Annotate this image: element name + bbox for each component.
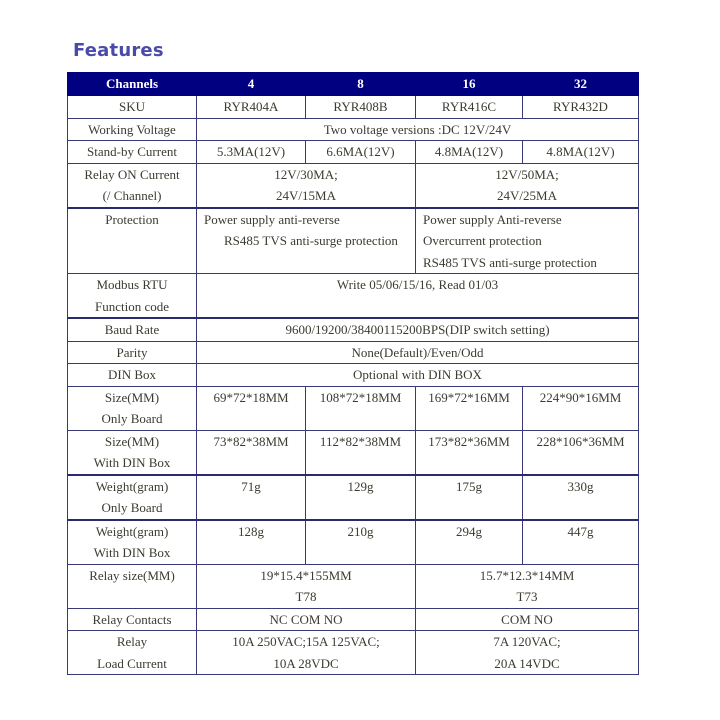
- cell: [416, 163, 639, 208]
- cell: [197, 163, 416, 208]
- cell: RYR404A: [197, 96, 306, 119]
- row-relay-on-current: [68, 163, 639, 208]
- label-line: Weight(gram): [95, 523, 169, 539]
- row-label: Relay size(MM): [68, 564, 197, 608]
- row-label: [68, 520, 197, 565]
- label-line: Load Current: [97, 655, 167, 671]
- value-line: 10A 250VAC;15A 125VAC;: [232, 634, 380, 649]
- value-line: RS485 TVS anti-surge protection: [423, 254, 597, 270]
- header-32: 32: [523, 73, 639, 96]
- value-line: 24V/25MA: [497, 188, 557, 203]
- label-line: Relay: [116, 634, 148, 649]
- cell: 173*82*36MM: [416, 430, 523, 475]
- cell: 129g: [306, 475, 416, 520]
- value-line: 24V/15MA: [276, 188, 336, 203]
- cell: RYR416C: [416, 96, 523, 119]
- cell: 447g: [523, 520, 639, 565]
- row-relay-contacts: [68, 608, 639, 631]
- row-label: Parity: [68, 341, 197, 364]
- value-line: 20A 14VDC: [494, 655, 560, 671]
- value-line: 15.7*12.3*14MM: [479, 567, 575, 583]
- cell: None(Default)/Even/Odd: [197, 341, 639, 364]
- value-line: T73: [516, 589, 538, 604]
- cell: 69*72*18MM: [197, 386, 306, 430]
- label-line: (/ Channel): [102, 188, 162, 203]
- row-size-din: [68, 430, 639, 475]
- value-line: 12V/50MA;: [495, 166, 559, 182]
- value-line: Overcurrent protection: [423, 233, 542, 248]
- row-label: Working Voltage: [68, 118, 197, 141]
- cell: [197, 564, 416, 608]
- row-label: [68, 631, 197, 675]
- row-label: SKU: [68, 96, 197, 119]
- header-channels: Channels: [68, 73, 197, 96]
- row-label: Protection: [68, 208, 197, 274]
- row-label: [68, 430, 197, 475]
- cell: 5.3MA(12V): [197, 141, 306, 164]
- label-line: Function code: [94, 298, 169, 314]
- value-line: 7A 120VAC;: [493, 634, 561, 649]
- value-line: 19*15.4*155MM: [260, 567, 352, 583]
- row-label: Relay Contacts: [68, 608, 197, 631]
- cell: 210g: [306, 520, 416, 565]
- cell: Write 05/06/15/16, Read 01/03: [197, 274, 639, 319]
- cell: 175g: [416, 475, 523, 520]
- label-line: With DIN Box: [93, 455, 171, 470]
- label-line: Only Board: [101, 411, 163, 426]
- value-line: RS485 TVS anti-surge protection: [224, 233, 398, 248]
- cell: NC COM NO: [197, 608, 416, 631]
- value-line: Power supply Anti-reverse: [423, 211, 562, 227]
- label-line: Size(MM): [104, 433, 160, 449]
- cell: 330g: [523, 475, 639, 520]
- row-label: [68, 274, 197, 319]
- cell: [416, 564, 639, 608]
- cell: [197, 208, 416, 274]
- cell: 224*90*16MM: [523, 386, 639, 430]
- cell: 4.8MA(12V): [416, 141, 523, 164]
- value-line: 10A 28VDC: [273, 655, 339, 671]
- row-size-board: [68, 386, 639, 430]
- cell: RYR408B: [306, 96, 416, 119]
- row-baud-rate: [68, 318, 639, 341]
- label-line: Relay ON Current: [84, 166, 180, 182]
- cell: 112*82*38MM: [306, 430, 416, 475]
- header-16: 16: [416, 73, 523, 96]
- label-line: Only Board: [101, 500, 163, 515]
- row-sku: [68, 96, 639, 119]
- row-protection: [68, 208, 639, 274]
- row-working-voltage: [68, 118, 639, 141]
- value-line: Power supply anti-reverse: [204, 211, 340, 227]
- cell: Optional with DIN BOX: [197, 364, 639, 387]
- row-label: [68, 163, 197, 208]
- cell: 228*106*36MM: [523, 430, 639, 475]
- row-load-current: [68, 631, 639, 675]
- cell: [416, 631, 639, 675]
- row-weight-din: [68, 520, 639, 565]
- row-weight-board: [68, 475, 639, 520]
- cell: [416, 208, 639, 274]
- cell: COM NO: [416, 608, 639, 631]
- features-table: [67, 72, 639, 675]
- row-din-box: [68, 364, 639, 387]
- section-title: Features: [73, 40, 164, 61]
- row-label: Baud Rate: [68, 318, 197, 341]
- cell: 169*72*16MM: [416, 386, 523, 430]
- cell: 128g: [197, 520, 306, 565]
- cell: 294g: [416, 520, 523, 565]
- cell: Two voltage versions :DC 12V/24V: [197, 118, 639, 141]
- cell: [197, 631, 416, 675]
- cell: 4.8MA(12V): [523, 141, 639, 164]
- row-label: Stand-by Current: [68, 141, 197, 164]
- row-modbus: [68, 274, 639, 319]
- header-row: [68, 73, 639, 96]
- label-line: Size(MM): [104, 389, 160, 405]
- header-8: 8: [306, 73, 416, 96]
- label-line: With DIN Box: [93, 545, 171, 560]
- row-relay-size: [68, 564, 639, 608]
- cell: 9600/19200/38400115200BPS(DIP switch setting): [197, 318, 639, 341]
- cell: 6.6MA(12V): [306, 141, 416, 164]
- row-label: DIN Box: [68, 364, 197, 387]
- cell: 108*72*18MM: [306, 386, 416, 430]
- cell: RYR432D: [523, 96, 639, 119]
- label-line: Weight(gram): [95, 478, 169, 494]
- row-label: [68, 386, 197, 430]
- row-parity: [68, 341, 639, 364]
- cell: 71g: [197, 475, 306, 520]
- value-line: 12V/30MA;: [274, 166, 338, 182]
- cell: 73*82*38MM: [197, 430, 306, 475]
- row-standby-current: [68, 141, 639, 164]
- value-line: T78: [295, 589, 317, 604]
- label-line: Modbus RTU: [96, 277, 168, 292]
- row-label: [68, 475, 197, 520]
- header-4: 4: [197, 73, 306, 96]
